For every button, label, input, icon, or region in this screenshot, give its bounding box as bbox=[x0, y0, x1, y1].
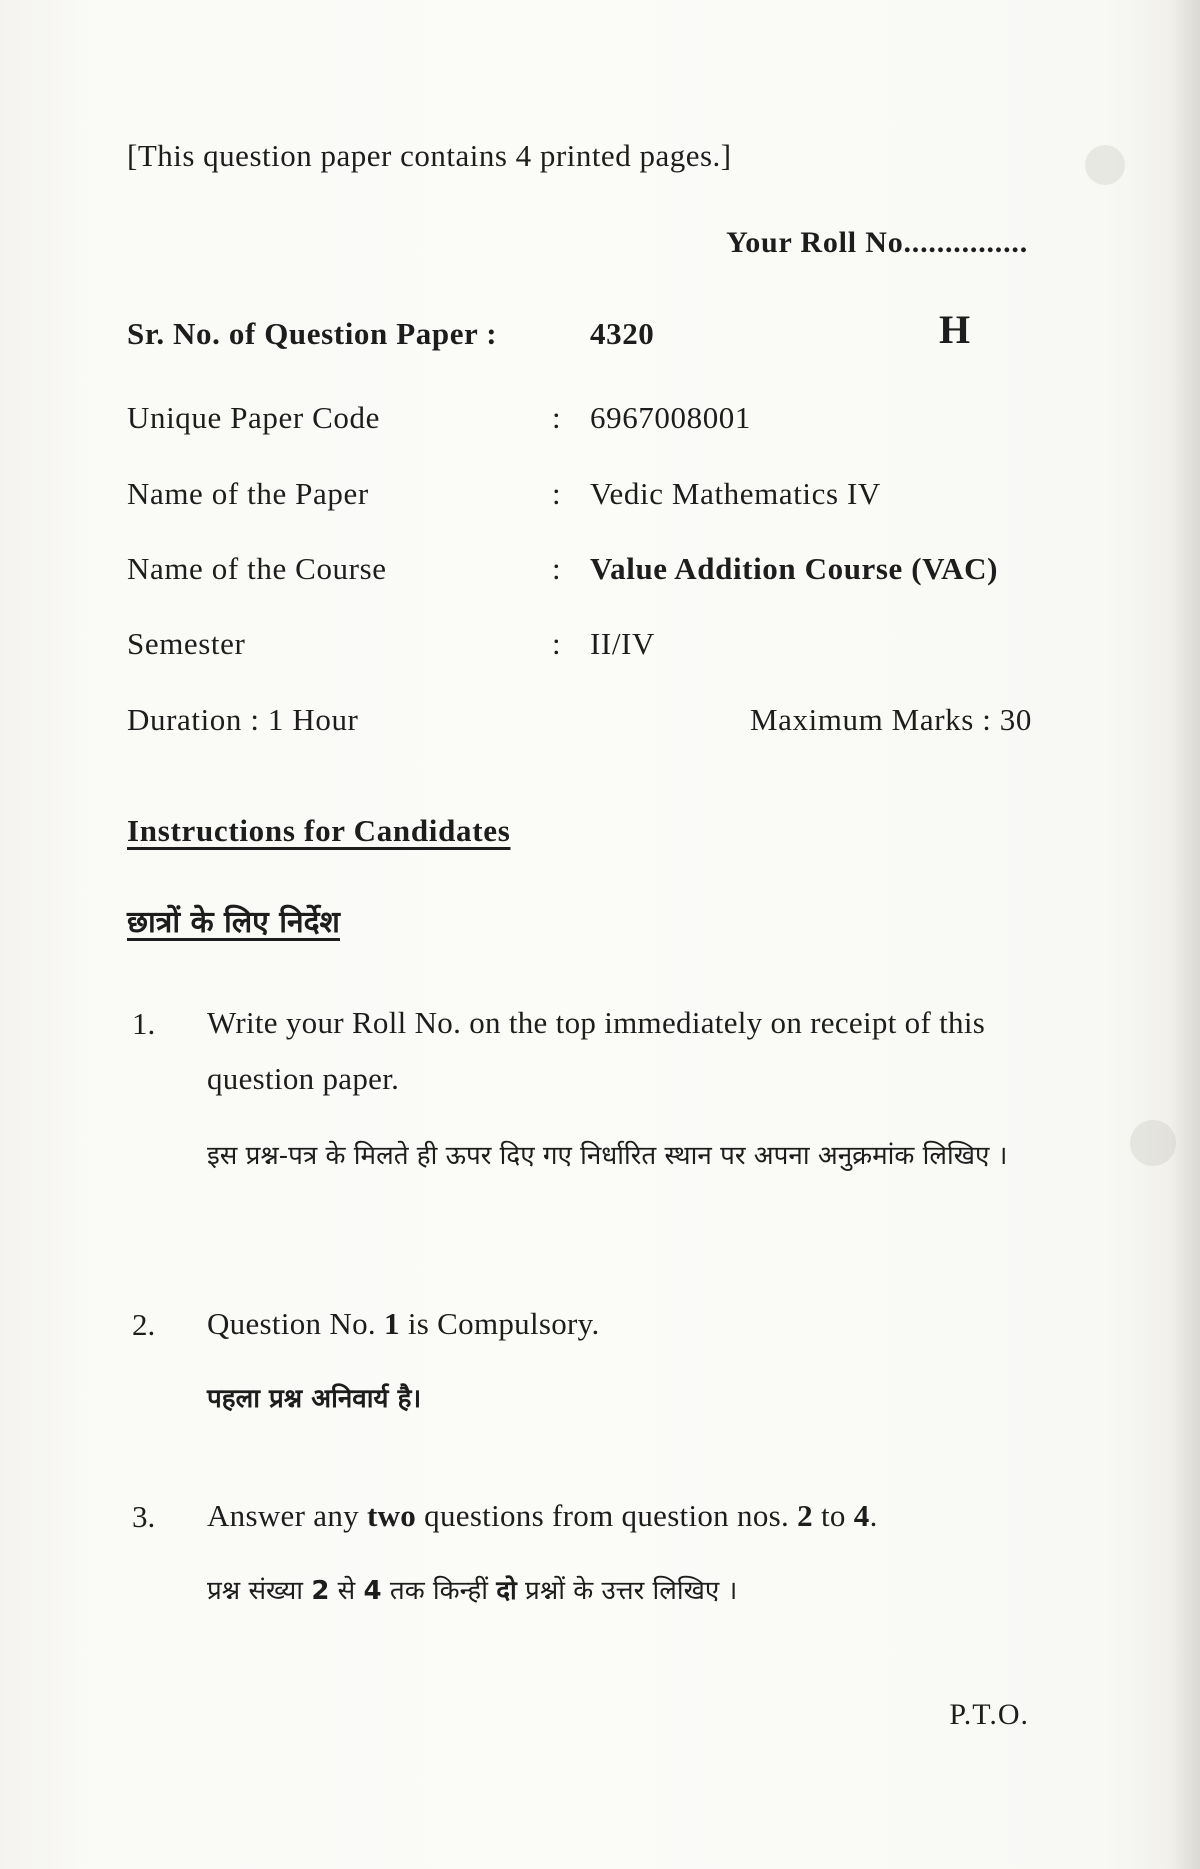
detail-colon: : bbox=[552, 400, 562, 435]
bold-text: 2 bbox=[311, 1576, 330, 1606]
detail-value: Vedic Mathematics IV bbox=[590, 476, 881, 511]
detail-label: Name of the Course bbox=[127, 551, 387, 586]
show-through-mark bbox=[1085, 145, 1125, 185]
bold-text: 2 bbox=[797, 1498, 813, 1533]
detail-colon: : bbox=[552, 626, 562, 661]
detail-label: Unique Paper Code bbox=[127, 400, 380, 435]
instruction-hindi bbox=[207, 1369, 1032, 1429]
text-span: to bbox=[812, 1498, 854, 1533]
bold-text: 1 bbox=[383, 1306, 400, 1341]
maximum-marks: Maximum Marks : 30 bbox=[749, 702, 1032, 737]
instruction-number: 3. bbox=[132, 1499, 156, 1534]
instruction-hindi: इस प्रश्न-पत्र के मिलते ही ऊपर दिए गए निर्धारित स्थान पर अपना अनुक्रमांक लिखिए । bbox=[207, 1141, 1008, 1171]
bold-text: दो bbox=[496, 1576, 517, 1606]
duration: Duration : 1 Hour bbox=[127, 702, 359, 737]
detail-value: 6967008001 bbox=[590, 400, 751, 435]
sr-no-value: 4320 bbox=[590, 316, 655, 351]
instructions-title-english: Instructions for Candidates bbox=[127, 813, 511, 848]
detail-label: Name of the Paper bbox=[127, 476, 369, 511]
page-count-note: [This question paper contains 4 printed pages.] bbox=[127, 138, 732, 173]
bold-text: 4 bbox=[363, 1576, 382, 1606]
text-span: questions from question nos. bbox=[416, 1498, 798, 1533]
instruction-number: 2. bbox=[132, 1307, 156, 1342]
text-span: is Compulsory. bbox=[399, 1306, 600, 1341]
detail-value: Value Addition Course (VAC) bbox=[590, 551, 999, 586]
instruction-number: 1. bbox=[132, 1006, 156, 1041]
text-span: तक किन्हीं bbox=[381, 1576, 497, 1606]
sr-no-label: Sr. No. of Question Paper : bbox=[127, 316, 498, 351]
bold-text: 4 bbox=[853, 1498, 870, 1533]
detail-colon: : bbox=[552, 551, 562, 586]
instruction-hindi bbox=[207, 1561, 1032, 1621]
text-span: प्रश्न संख्या bbox=[207, 1576, 312, 1606]
instruction-english: Write your Roll No. on the top immediately on receipt of this question paper. bbox=[207, 1005, 986, 1096]
instruction-english bbox=[207, 1296, 1032, 1352]
detail-label: Semester bbox=[127, 626, 246, 661]
bold-text: पहला प्रश्न अनिवार्य है। bbox=[207, 1384, 422, 1414]
please-turn-over: P.T.O. bbox=[949, 1698, 1029, 1731]
duration-marks-row bbox=[127, 702, 1032, 738]
text-span: . bbox=[869, 1498, 878, 1533]
detail-colon: : bbox=[552, 476, 562, 511]
text-span: Answer any bbox=[207, 1498, 367, 1533]
roll-number-field: Your Roll No............... bbox=[726, 226, 1028, 259]
bold-text: two bbox=[366, 1498, 417, 1533]
text-span: Question No. bbox=[207, 1306, 384, 1341]
set-letter: H bbox=[939, 307, 971, 352]
instructions-title-hindi: छात्रों के लिए निर्देश bbox=[127, 905, 340, 940]
instruction-english bbox=[207, 1488, 1032, 1544]
text-span: से bbox=[329, 1576, 364, 1606]
text-span: प्रश्नों के उत्तर लिखिए । bbox=[516, 1576, 738, 1606]
detail-value: II/IV bbox=[590, 626, 655, 661]
page-edge-shade bbox=[1170, 0, 1200, 1869]
